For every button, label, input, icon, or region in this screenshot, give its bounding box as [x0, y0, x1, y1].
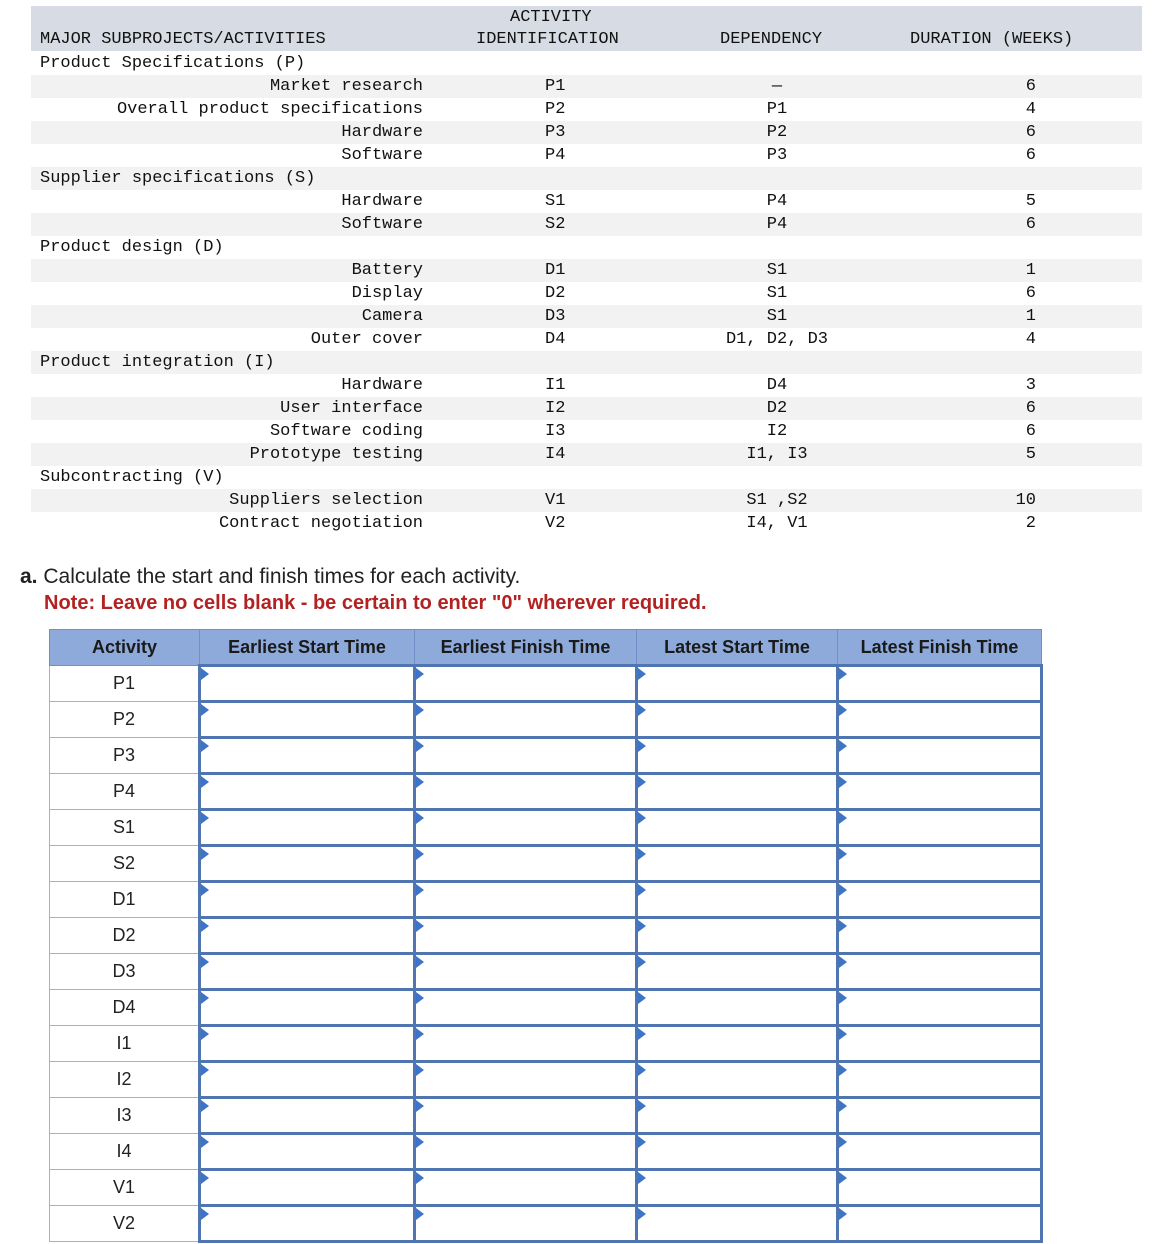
activity-label: I4 — [50, 1134, 200, 1170]
activity-row — [31, 420, 1142, 443]
activity-row — [31, 190, 1142, 213]
earliest-finish-input[interactable] — [416, 775, 635, 808]
activity-label: I3 — [50, 1098, 200, 1134]
latest-start-input[interactable] — [638, 1135, 836, 1168]
latest-start-input-cell — [637, 954, 838, 990]
activity-label: S1 — [50, 810, 200, 846]
activity-id: D2 — [545, 284, 566, 303]
latest-start-input[interactable] — [638, 919, 836, 952]
activity-name: Software coding — [269, 422, 423, 441]
activity-duration: 4 — [1025, 100, 1036, 119]
answer-row — [50, 738, 1042, 774]
activity-row — [31, 397, 1142, 420]
activity-row — [31, 75, 1142, 98]
question-body: Calculate the start and finish times for each activity. — [43, 565, 521, 588]
activity-id: D4 — [545, 330, 566, 349]
earliest-finish-input-cell — [415, 954, 637, 990]
earliest-start-input[interactable] — [201, 991, 413, 1024]
activity-name: Camera — [361, 307, 423, 326]
activity-id: D3 — [545, 307, 566, 326]
earliest-start-input-cell — [200, 1170, 415, 1206]
question-text — [20, 565, 520, 589]
activity-name: Battery — [351, 261, 423, 280]
earliest-start-input-cell — [200, 666, 415, 702]
activity-duration: 6 — [1025, 123, 1036, 142]
activity-duration: 1 — [1025, 261, 1036, 280]
activity-row — [31, 98, 1142, 121]
activity-name: Display — [351, 284, 423, 303]
latest-start-input-cell — [637, 918, 838, 954]
activity-dependency: S1 — [766, 307, 788, 326]
latest-start-input[interactable] — [638, 811, 836, 844]
latest-finish-input[interactable] — [839, 847, 1040, 880]
header-dependency: DEPENDENCY — [720, 30, 823, 49]
latest-finish-input-cell — [838, 666, 1042, 702]
activity-label: V1 — [50, 1170, 200, 1206]
activity-dependency: S1 — [766, 261, 788, 280]
earliest-start-input-cell — [200, 846, 415, 882]
earliest-start-input[interactable] — [201, 1171, 413, 1204]
latest-finish-input-cell — [838, 954, 1042, 990]
latest-finish-input-cell — [838, 738, 1042, 774]
earliest-finish-input[interactable] — [416, 847, 635, 880]
activity-name: Hardware — [341, 192, 423, 211]
earliest-finish-input-cell — [415, 846, 637, 882]
earliest-start-input-cell — [200, 954, 415, 990]
latest-start-input-cell — [637, 990, 838, 1026]
latest-finish-input[interactable] — [839, 1207, 1040, 1240]
activity-duration: 6 — [1025, 422, 1036, 441]
earliest-finish-input[interactable] — [416, 1063, 635, 1096]
earliest-start-input-cell — [200, 1026, 415, 1062]
activity-row — [31, 374, 1142, 397]
latest-finish-input[interactable] — [839, 739, 1040, 772]
subproject-name: Product design (D) — [40, 238, 224, 257]
latest-finish-input-cell — [838, 918, 1042, 954]
activity-id: P1 — [545, 77, 566, 96]
earliest-start-input[interactable] — [201, 703, 413, 736]
earliest-start-input[interactable] — [201, 1207, 413, 1240]
earliest-finish-input[interactable] — [416, 991, 635, 1024]
latest-start-input-cell — [637, 1026, 838, 1062]
header-major-subprojects: MAJOR SUBPROJECTS/ACTIVITIES — [40, 30, 326, 49]
latest-finish-input[interactable] — [839, 811, 1040, 844]
earliest-start-input-cell — [200, 1206, 415, 1242]
answer-row — [50, 1062, 1042, 1098]
earliest-start-input[interactable] — [201, 1027, 413, 1060]
earliest-finish-input-cell — [415, 1098, 637, 1134]
earliest-finish-input-cell — [415, 918, 637, 954]
latest-finish-input-cell — [838, 1134, 1042, 1170]
activity-id: I4 — [545, 445, 566, 464]
latest-start-input[interactable] — [638, 1171, 836, 1204]
activity-id: I2 — [545, 399, 566, 418]
answer-row — [50, 702, 1042, 738]
activity-id: S2 — [545, 215, 566, 234]
latest-start-input-cell — [637, 846, 838, 882]
latest-start-input-cell — [637, 774, 838, 810]
activity-duration: 10 — [1015, 491, 1036, 510]
earliest-finish-input[interactable] — [416, 703, 635, 736]
activity-label: S2 — [50, 846, 200, 882]
earliest-start-input-cell — [200, 990, 415, 1026]
subproject-name: Subcontracting (V) — [40, 468, 224, 487]
answer-table-header — [50, 630, 1042, 666]
earliest-finish-input-cell — [415, 774, 637, 810]
header-activity-line1: ACTIVITY — [510, 8, 592, 27]
earliest-start-input-cell — [200, 1098, 415, 1134]
latest-finish-input[interactable] — [839, 1171, 1040, 1204]
latest-start-input[interactable] — [638, 1207, 836, 1240]
earliest-start-input-cell — [200, 918, 415, 954]
earliest-start-input-cell — [200, 882, 415, 918]
latest-finish-input[interactable] — [839, 955, 1040, 988]
activity-name: Software — [341, 146, 423, 165]
subproject-row — [31, 167, 1142, 190]
latest-start-input[interactable] — [638, 991, 836, 1024]
latest-finish-input[interactable] — [839, 703, 1040, 736]
activity-duration: 6 — [1025, 77, 1036, 96]
earliest-start-input[interactable] — [201, 1135, 413, 1168]
activity-id: I1 — [545, 376, 566, 395]
earliest-finish-input[interactable] — [416, 1135, 635, 1168]
activity-label: D4 — [50, 990, 200, 1026]
latest-finish-input[interactable] — [839, 1063, 1040, 1096]
subproject-row — [31, 466, 1142, 489]
answer-row — [50, 1170, 1042, 1206]
earliest-finish-input-cell — [415, 990, 637, 1026]
earliest-finish-input[interactable] — [416, 739, 635, 772]
header-latest-finish: Latest Finish Time — [838, 630, 1042, 666]
activity-row — [31, 443, 1142, 466]
latest-start-input-cell — [637, 1098, 838, 1134]
latest-finish-input-cell — [838, 1098, 1042, 1134]
earliest-finish-input-cell — [415, 666, 637, 702]
earliest-finish-input[interactable] — [416, 811, 635, 844]
latest-finish-input-cell — [838, 1062, 1042, 1098]
answer-row — [50, 810, 1042, 846]
activity-name: Hardware — [341, 123, 423, 142]
activity-name: Contract negotiation — [218, 514, 423, 533]
activity-id: D1 — [545, 261, 566, 280]
earliest-start-input[interactable] — [201, 955, 413, 988]
earliest-start-input-cell — [200, 702, 415, 738]
activity-duration: 1 — [1025, 307, 1036, 326]
activity-duration: 6 — [1025, 284, 1036, 303]
latest-finish-input-cell — [838, 702, 1042, 738]
header-earliest-finish: Earliest Finish Time — [415, 630, 637, 666]
latest-finish-input[interactable] — [839, 667, 1040, 700]
latest-start-input-cell — [637, 810, 838, 846]
activity-label: I2 — [50, 1062, 200, 1098]
activity-name: Market research — [269, 77, 423, 96]
activity-label: P1 — [50, 666, 200, 702]
earliest-finish-input[interactable] — [416, 1207, 635, 1240]
earliest-finish-input[interactable] — [416, 883, 635, 916]
activity-dependency: P3 — [766, 146, 788, 165]
earliest-finish-input[interactable] — [416, 1171, 635, 1204]
activity-dependency: P4 — [766, 215, 788, 234]
answer-row — [50, 666, 1042, 702]
latest-start-input[interactable] — [638, 667, 836, 700]
latest-start-input[interactable] — [638, 1099, 836, 1132]
latest-start-input-cell — [637, 702, 838, 738]
activity-label: P2 — [50, 702, 200, 738]
activity-name: Outer cover — [310, 330, 423, 349]
latest-finish-input-cell — [838, 810, 1042, 846]
activity-duration: 5 — [1025, 192, 1036, 211]
answer-row — [50, 1026, 1042, 1062]
latest-start-input[interactable] — [638, 883, 836, 916]
latest-start-input-cell — [637, 882, 838, 918]
latest-finish-input[interactable] — [839, 991, 1040, 1024]
latest-start-input-cell — [637, 1134, 838, 1170]
question-note: Note: Leave no cells blank - be certain to enter "0" wherever required. — [44, 592, 707, 614]
earliest-finish-input[interactable] — [416, 667, 635, 700]
activity-id: V1 — [545, 491, 566, 510]
earliest-start-input-cell — [200, 774, 415, 810]
activity-row — [31, 282, 1142, 305]
latest-start-input[interactable] — [638, 775, 836, 808]
subproject-row — [31, 351, 1142, 374]
answer-row — [50, 1206, 1042, 1242]
latest-finish-input[interactable] — [839, 1135, 1040, 1168]
activity-row — [31, 489, 1142, 512]
answer-row — [50, 1098, 1042, 1134]
activity-duration: 2 — [1025, 514, 1036, 533]
subproject-name: Product integration (I) — [40, 353, 275, 372]
latest-finish-input-cell — [838, 882, 1042, 918]
activity-row — [31, 213, 1142, 236]
earliest-finish-input[interactable] — [416, 955, 635, 988]
activity-dependency: P2 — [766, 123, 788, 142]
latest-start-input-cell — [637, 1062, 838, 1098]
latest-finish-input[interactable] — [839, 1099, 1040, 1132]
latest-finish-input[interactable] — [839, 883, 1040, 916]
activity-label: D1 — [50, 882, 200, 918]
activity-dependency: S1 — [766, 284, 788, 303]
activity-id: S1 — [545, 192, 566, 211]
activity-label: P4 — [50, 774, 200, 810]
earliest-finish-input[interactable] — [416, 1099, 635, 1132]
activity-row — [31, 144, 1142, 167]
answer-row — [50, 1134, 1042, 1170]
activity-dependency: D2 — [766, 399, 788, 418]
activity-id: V2 — [545, 514, 566, 533]
activity-row — [31, 121, 1142, 144]
activity-name: Hardware — [341, 376, 423, 395]
latest-finish-input-cell — [838, 990, 1042, 1026]
activity-dependency: D4 — [766, 376, 788, 395]
earliest-start-input[interactable] — [201, 919, 413, 952]
latest-start-input[interactable] — [638, 739, 836, 772]
activity-id: I3 — [545, 422, 566, 441]
earliest-start-input-cell — [200, 738, 415, 774]
activity-dependency: D1, D2, D3 — [725, 330, 829, 349]
latest-start-input-cell — [637, 1170, 838, 1206]
earliest-finish-input-cell — [415, 1206, 637, 1242]
header-earliest-start: Earliest Start Time — [200, 630, 415, 666]
activity-label: V2 — [50, 1206, 200, 1242]
activity-label: I1 — [50, 1026, 200, 1062]
earliest-start-input[interactable] — [201, 1063, 413, 1096]
header-identification-line2: IDENTIFICATION — [476, 30, 619, 49]
latest-finish-input-cell — [838, 774, 1042, 810]
subproject-name: Product Specifications (P) — [40, 54, 306, 73]
header-activity: Activity — [50, 630, 200, 666]
earliest-start-input[interactable] — [201, 847, 413, 880]
activity-label: P3 — [50, 738, 200, 774]
activity-duration: 5 — [1025, 445, 1036, 464]
earliest-finish-input-cell — [415, 1062, 637, 1098]
activity-name: Suppliers selection — [229, 491, 423, 510]
activity-dependency: S1 ,S2 — [746, 491, 808, 510]
earliest-finish-input-cell — [415, 810, 637, 846]
activity-row — [31, 305, 1142, 328]
answer-table — [49, 629, 1043, 1243]
latest-start-input-cell — [637, 738, 838, 774]
answer-row — [50, 774, 1042, 810]
earliest-start-input[interactable] — [201, 1099, 413, 1132]
activity-duration: 4 — [1025, 330, 1036, 349]
latest-finish-input-cell — [838, 1026, 1042, 1062]
latest-start-input[interactable] — [638, 703, 836, 736]
header-duration: DURATION (WEEKS) — [910, 30, 1074, 49]
latest-finish-input-cell — [838, 846, 1042, 882]
earliest-start-input-cell — [200, 1134, 415, 1170]
earliest-finish-input[interactable] — [416, 919, 635, 952]
latest-finish-input[interactable] — [839, 919, 1040, 952]
earliest-finish-input-cell — [415, 882, 637, 918]
earliest-start-input[interactable] — [201, 883, 413, 916]
subproject-name: Supplier specifications (S) — [40, 169, 316, 188]
answer-row — [50, 990, 1042, 1026]
activity-duration: 6 — [1025, 215, 1036, 234]
activity-duration: 6 — [1025, 146, 1036, 165]
activity-name: User interface — [280, 399, 423, 418]
activity-dependency: P1 — [766, 100, 788, 119]
activity-id: P2 — [545, 100, 566, 119]
latest-finish-input-cell — [838, 1170, 1042, 1206]
activity-dependency: I2 — [766, 422, 788, 441]
latest-start-input-cell — [637, 1206, 838, 1242]
answer-row — [50, 954, 1042, 990]
activity-id: P4 — [545, 146, 566, 165]
activity-dependency: P4 — [766, 192, 788, 211]
latest-start-input[interactable] — [638, 1063, 836, 1096]
earliest-finish-input-cell — [415, 702, 637, 738]
header-latest-start: Latest Start Time — [637, 630, 838, 666]
earliest-start-input[interactable] — [201, 811, 413, 844]
activity-duration: 6 — [1025, 399, 1036, 418]
answer-row — [50, 846, 1042, 882]
earliest-start-input[interactable] — [201, 775, 413, 808]
activity-row — [31, 328, 1142, 351]
earliest-finish-input-cell — [415, 1134, 637, 1170]
earliest-finish-input-cell — [415, 1170, 637, 1206]
question-letter: a. — [20, 565, 38, 588]
subproject-row — [31, 52, 1142, 75]
earliest-finish-input[interactable] — [416, 1027, 635, 1060]
activity-row — [31, 512, 1142, 535]
activity-name: Overall product specifications — [116, 100, 423, 119]
latest-start-input[interactable] — [638, 955, 836, 988]
project-table-header — [31, 6, 1142, 51]
activity-label: D2 — [50, 918, 200, 954]
activity-id: P3 — [545, 123, 566, 142]
activity-row — [31, 259, 1142, 282]
latest-start-input[interactable] — [638, 1027, 836, 1060]
answer-row — [50, 882, 1042, 918]
activity-duration: 3 — [1025, 376, 1036, 395]
earliest-finish-input-cell — [415, 1026, 637, 1062]
activity-dependency: I4, V1 — [746, 514, 808, 533]
earliest-start-input-cell — [200, 1062, 415, 1098]
earliest-finish-input-cell — [415, 738, 637, 774]
activity-name: Software — [341, 215, 423, 234]
latest-finish-input-cell — [838, 1206, 1042, 1242]
subproject-row — [31, 236, 1142, 259]
activity-dependency: — — [771, 77, 783, 96]
latest-start-input-cell — [637, 666, 838, 702]
answer-row — [50, 918, 1042, 954]
activity-name: Prototype testing — [249, 445, 423, 464]
earliest-start-input-cell — [200, 810, 415, 846]
latest-start-input[interactable] — [638, 847, 836, 880]
latest-finish-input[interactable] — [839, 775, 1040, 808]
activity-dependency: I1, I3 — [746, 445, 808, 464]
latest-finish-input[interactable] — [839, 1027, 1040, 1060]
earliest-start-input[interactable] — [201, 667, 413, 700]
activity-label: D3 — [50, 954, 200, 990]
earliest-start-input[interactable] — [201, 739, 413, 772]
